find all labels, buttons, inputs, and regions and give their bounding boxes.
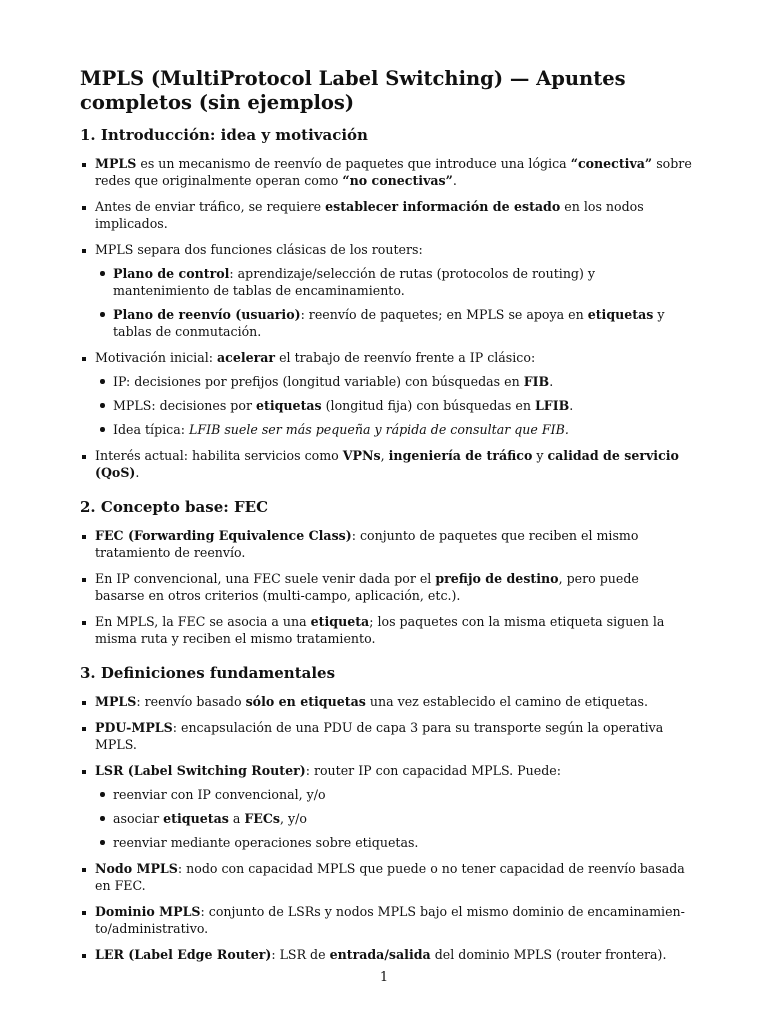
- bullet-icon: [100, 792, 105, 797]
- bullet-icon: [82, 770, 86, 774]
- list-item: Motivación inicial: acelerar el trabajo de reenvío frente a IP clásico: IP: decisiones por prefijos (longitud variable) con búsquedas en FIB. MPLS: decisiones por etiquetas (longitud fija) con búsquedas en LFIB. Idea típica: LFIB suele ser más pequeña y rápida de consultar que FIB.: [80, 349, 692, 438]
- list-item: Interés actual: habilita servicios como VPNs, ingeniería de tráfico y calidad de servicio (QoS).: [80, 447, 692, 481]
- bullet-icon: [82, 868, 86, 872]
- list-item: En IP convencional, una FEC suele venir dada por el prefijo de destino, pero puede basarse en otros criterios (multi-campo, aplicación, etc.).: [80, 570, 692, 604]
- sublist: [95, 786, 692, 851]
- list-item: Nodo MPLS: nodo con capacidad MPLS que puede o no tener capacidad de reenvío basada en FEC.: [80, 860, 692, 894]
- sublist: [95, 265, 692, 340]
- list-item: Dominio MPLS: conjunto de LSRs y nodos MPLS bajo el mismo dominio de encaminamien-to/administrativo.: [80, 903, 692, 937]
- sublist-item: Plano de control: aprendizaje/selección de rutas (protocolos de routing) y mantenimiento de tablas de encaminamiento.: [95, 265, 692, 299]
- list-item: En MPLS, la FEC se asocia a una etiqueta; los paquetes con la misma etiqueta siguen la misma ruta y reciben el mismo tratamiento.: [80, 613, 692, 647]
- bullet-icon: [82, 249, 86, 253]
- sublist-item: reenviar con IP convencional, y/o: [95, 786, 692, 803]
- page-number: 1: [379, 970, 389, 985]
- bullet-icon: [100, 840, 105, 845]
- bullet-icon: [82, 455, 86, 459]
- bullet-icon: [82, 535, 86, 539]
- bullet-icon: [82, 911, 86, 915]
- bullet-icon: [82, 578, 86, 582]
- bullet-icon: [100, 379, 105, 384]
- section-3-list: [80, 693, 692, 963]
- sublist-item: IP: decisiones por prefijos (longitud variable) con búsquedas en FIB.: [95, 373, 692, 390]
- list-item: Antes de enviar tráfico, se requiere establecer información de estado en los nodos implicados.: [80, 198, 692, 232]
- bullet-icon: [82, 206, 86, 210]
- list-item: FEC (Forwarding Equivalence Class): conjunto de paquetes que reciben el mismo tratamiento de reenvío.: [80, 527, 692, 561]
- bullet-icon: [100, 403, 105, 408]
- bullet-icon: [82, 701, 86, 705]
- bullet-icon: [82, 727, 86, 731]
- sublist-item: Plano de reenvío (usuario): reenvío de paquetes; en MPLS se apoya en etiquetas y tablas de conmutación.: [95, 306, 692, 340]
- bullet-icon: [100, 427, 105, 432]
- sublist-item: Idea típica: LFIB suele ser más pequeña y rápida de consultar que FIB.: [95, 421, 692, 438]
- list-item: MPLS separa dos funciones clásicas de los routers: Plano de control: aprendizaje/selección de rutas (protocolos de routing) y mantenimiento de tablas de encaminamiento. Plano de reenvío (usuario): reenvío de paquetes; en MPLS se apoya en etiquetas y tablas de conmutación.: [80, 241, 692, 340]
- bullet-icon: [100, 816, 105, 821]
- section-2-list: [80, 527, 692, 647]
- bullet-icon: [82, 163, 86, 167]
- document-title: MPLS (MultiProtocol Label Switching) — Apuntes completos (sin ejemplos): [80, 67, 626, 114]
- sublist: [95, 373, 692, 438]
- list-item: LER (Label Edge Router): LSR de entrada/salida del dominio MPLS (router frontera).: [80, 946, 692, 963]
- list-item: MPLS es un mecanismo de reenvío de paquetes que introduce una lógica “conectiva” sobre redes que originalmente operan como “no conectivas”.: [80, 155, 692, 189]
- sublist-item: asociar etiquetas a FECs, y/o: [95, 810, 692, 827]
- list-item: PDU-MPLS: encapsulación de una PDU de capa 3 para su transporte según la operativa MPLS.: [80, 719, 692, 753]
- sublist-item: reenviar mediante operaciones sobre etiquetas.: [95, 834, 692, 851]
- bullet-icon: [100, 312, 105, 317]
- list-item: MPLS: reenvío basado sólo en etiquetas una vez establecido el camino de etiquetas.: [80, 693, 692, 710]
- section-1-list: [80, 155, 692, 481]
- bullet-icon: [82, 954, 86, 958]
- page-content: [80, 67, 692, 972]
- section-heading-introduccion: 1. Introducción: idea y motivación: [80, 126, 368, 144]
- section-heading-definiciones: 3. Definiciones fundamentales: [80, 664, 336, 682]
- bullet-icon: [82, 621, 86, 625]
- list-item: LSR (Label Switching Router): router IP con capacidad MPLS. Puede: reenviar con IP convencional, y/o asociar etiquetas a FECs, y/o reenviar mediante operaciones sobre etiquetas.: [80, 762, 692, 851]
- bullet-icon: [82, 357, 86, 361]
- bullet-icon: [100, 271, 105, 276]
- section-heading-fec: 2. Concepto base: FEC: [80, 498, 269, 516]
- sublist-item: MPLS: decisiones por etiquetas (longitud fija) con búsquedas en LFIB.: [95, 397, 692, 414]
